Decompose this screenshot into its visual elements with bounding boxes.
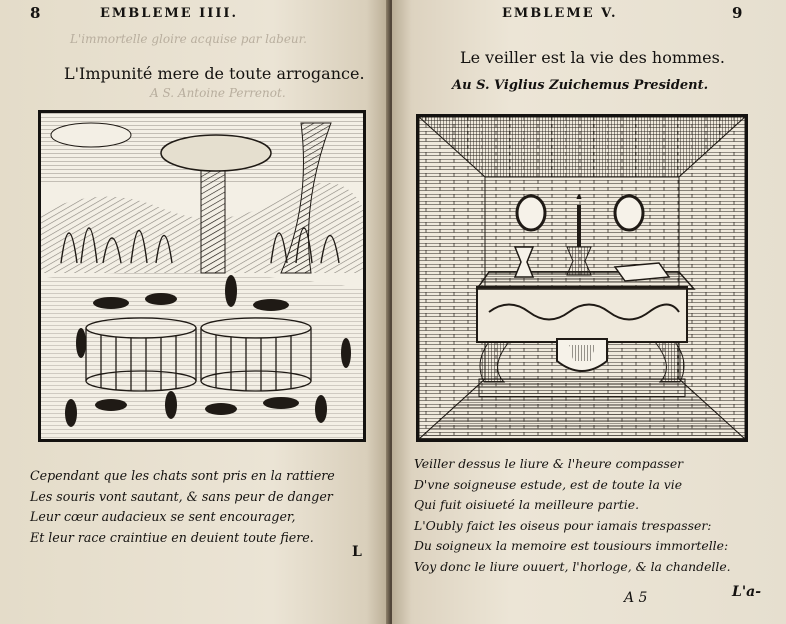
left-page xyxy=(0,0,390,624)
right-verse-line: D'vne soigneuse estude, est de toute la vie xyxy=(414,476,683,492)
right-page-number: 9 xyxy=(732,4,743,22)
left-catchword: L xyxy=(352,544,362,560)
right-catchword: L'a- xyxy=(732,584,762,600)
left-emblem-title: L'Impunité mere de toute arrogance. xyxy=(64,64,365,83)
left-show-through-1: L'immortelle gloire acquise par labeur. xyxy=(70,32,307,46)
right-page xyxy=(392,0,786,624)
right-running-head: EMBLEME V. xyxy=(502,6,618,21)
left-running-head: EMBLEME IIII. xyxy=(100,6,239,21)
left-verse-line: Cependant que les chats sont pris en la rattiere xyxy=(30,468,335,483)
right-verse-line: Qui fuit oisiueté la meilleure partie. xyxy=(414,497,640,512)
right-emblem-title: Le veiller est la vie des hommes. xyxy=(460,48,725,67)
right-verse-line: L'Oubly faict les oiseus pour iamais trespasser: xyxy=(414,517,712,533)
right-verse xyxy=(414,454,731,577)
left-verse-line: Et leur race craintiue en deuient toute fiere. xyxy=(30,529,314,545)
right-verse-line: Veiller dessus le liure & l'heure compasser xyxy=(414,456,684,471)
left-page-number: 8 xyxy=(30,4,41,22)
left-verse xyxy=(30,466,335,548)
right-signature-mark: A 5 xyxy=(624,590,648,606)
right-dedication: Au S. Viglius Zuichemus President. xyxy=(452,78,709,93)
left-woodcut-illustration xyxy=(38,110,366,442)
left-verse-line: Leur cœur audacieux se sent encourager, xyxy=(30,509,296,524)
left-show-through-2: A S. Antoine Perrenot. xyxy=(150,86,286,100)
right-woodcut-illustration xyxy=(416,114,748,442)
left-verse-line: Les souris vont sautant, & sans peur de danger xyxy=(30,488,333,504)
right-verse-line: Voy donc le liure ouuert, l'horloge, & la chandelle. xyxy=(414,558,731,574)
right-verse-line: Du soigneux la memoire est tousiours immortelle: xyxy=(414,538,729,553)
